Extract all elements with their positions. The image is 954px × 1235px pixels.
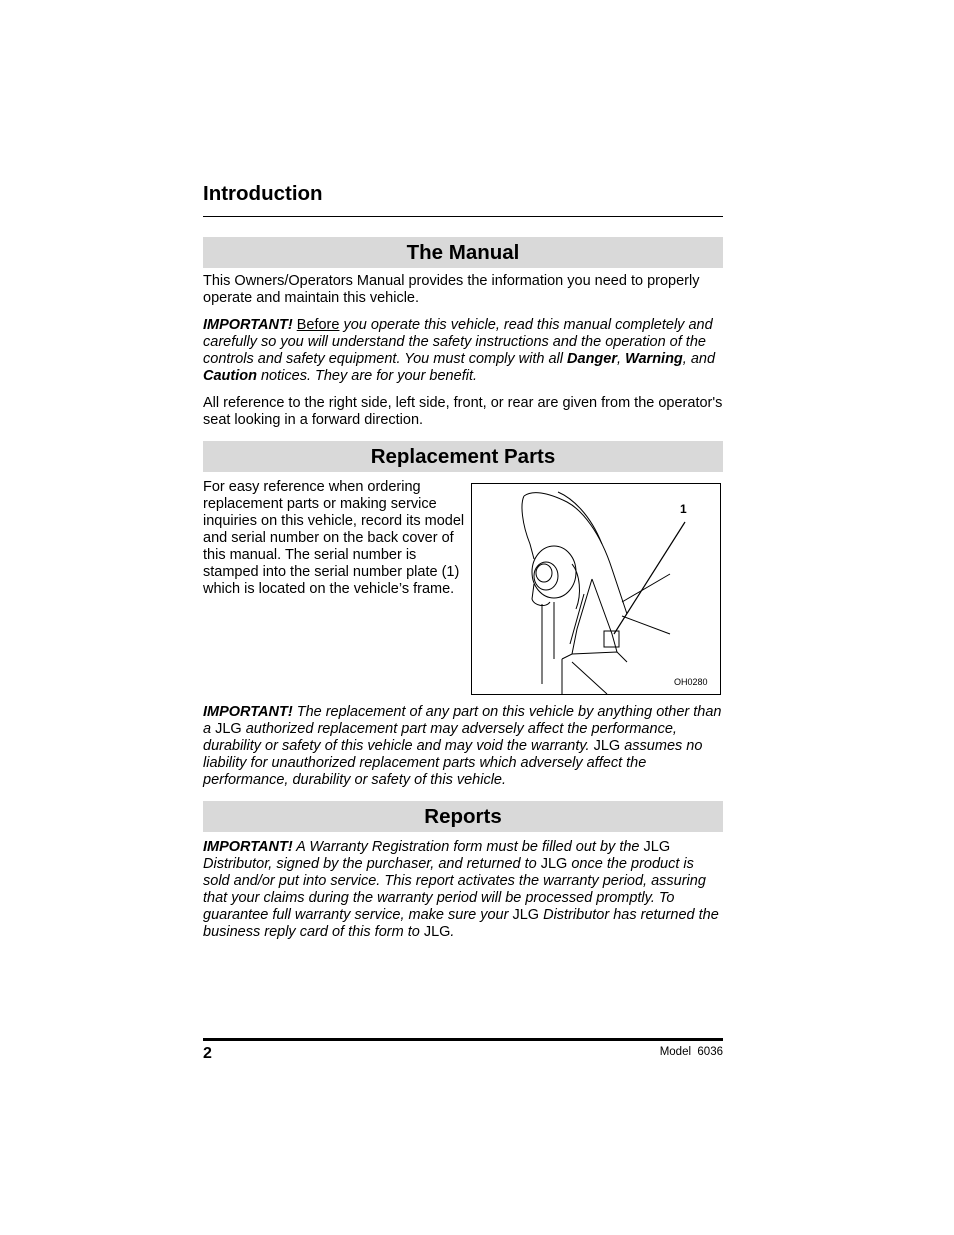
figure-callout-label: 1 (680, 502, 687, 516)
important-label: IMPORTANT! (203, 704, 293, 720)
jlg-brand: JLG (215, 721, 242, 737)
callout-leader (614, 522, 685, 634)
title-divider (203, 216, 723, 217)
warning-word: Warning (625, 351, 683, 367)
section-heading-manual: The Manual (203, 237, 723, 268)
footer-divider (203, 1038, 723, 1041)
caution-word: Caution (203, 368, 257, 384)
notice-text: authorized replacement part may adversely affect the performance, durability or safety of this vehicle and may void the warranty. (203, 721, 677, 754)
parts-paragraph: For easy reference when ordering replacement parts or making service inquiries on this vehicle, record its model and serial number on the back cover of this manual. The serial number is stamped into the serial number plate (1) which is located on the vehicle’s frame. (203, 479, 465, 597)
manual-intro-paragraph: This Owners/Operators Manual provides the information you need to properly operate and maintain this vehicle. (203, 273, 700, 306)
notice-text: A Warranty Registration form must be filled out by the (292, 839, 644, 855)
notice-text: notices. They are for your benefit. (256, 368, 477, 384)
reports-important-notice (203, 839, 723, 941)
important-label: IMPORTANT! (203, 839, 293, 855)
parts-important-notice (203, 704, 723, 789)
page-number: 2 (203, 1045, 212, 1062)
model-label: Model 6036 (659, 1046, 723, 1058)
notice-text: The replacement of any part on this vehicle by anything other than a (203, 704, 722, 737)
danger-word: Danger (567, 351, 617, 367)
important-label: IMPORTANT! (203, 317, 293, 333)
notice-text: Distributor has returned the business reply card of this form to (203, 907, 719, 940)
notice-text: once the product is sold and/or put into service. This report activates the warranty period, assuring that your claims during the warranty period will be processed promptly. To guarantee full warranty service, make sure your (203, 856, 706, 923)
figure-code: OH0280 (674, 677, 708, 687)
jlg-brand: JLG (593, 738, 621, 754)
manual-important-notice (203, 317, 723, 385)
jlg-brand: JLG (643, 839, 671, 855)
jlg-brand: JLG (540, 856, 568, 872)
jlg-brand: JLG (423, 924, 451, 940)
manual-reference-paragraph: All reference to the right side, left side, front, or rear are given from the operator's seat looking in a forward direction. (203, 395, 723, 428)
section-heading-parts: Replacement Parts (203, 441, 723, 472)
jlg-brand: JLG (512, 907, 540, 923)
separator: , (617, 351, 626, 367)
notice-text: . (450, 924, 455, 940)
page-title: Introduction (203, 182, 323, 205)
notice-text: Distributor, signed by the purchaser, and returned to (203, 856, 541, 872)
notice-text: you operate this vehicle, read this manual completely and carefully so you will understand the safety instructions and the operation of the controls and safety equipment. You must comply with all (203, 317, 713, 367)
separator: , and (682, 351, 716, 367)
before-word: Before (296, 317, 340, 333)
serial-plate-figure (471, 483, 721, 695)
notice-text: assumes no liability for unauthorized replacement parts which adversely affect the performance, durability or safety of this vehicle. (203, 738, 703, 788)
section-heading-reports: Reports (203, 801, 723, 832)
